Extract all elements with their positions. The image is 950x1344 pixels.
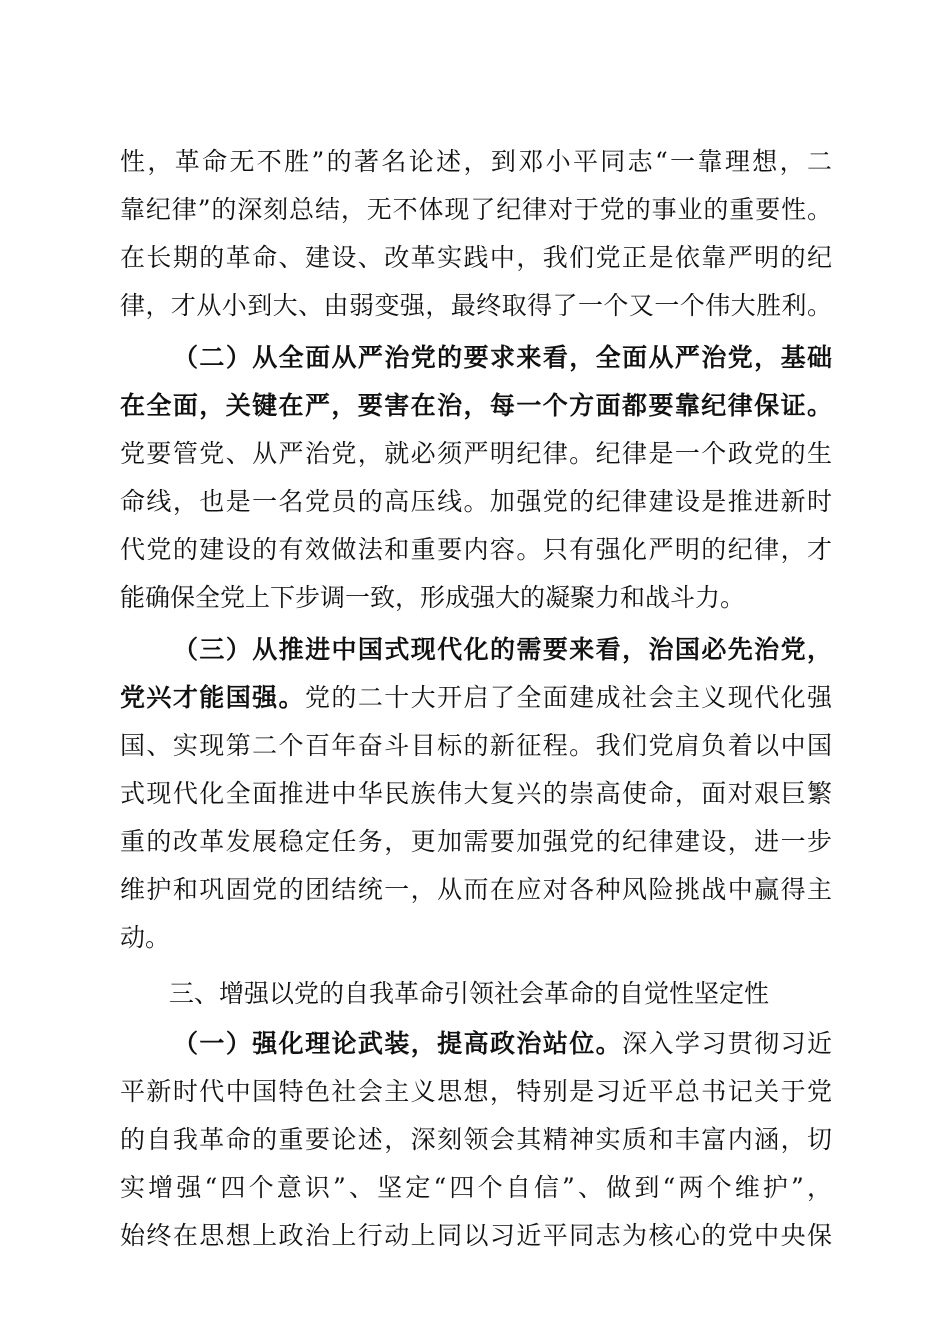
body-text-line: 能确保全党上下步调一致，形成强大的凝聚力和战斗力。 — [120, 583, 746, 612]
body-text-line: 律，才从小到大、由弱变强，最终取得了一个又一个伟大胜利。 — [120, 291, 832, 320]
body-text-line: 维护和巩固党的团结统一，从而在应对各种风险挑战中赢得主 — [120, 875, 832, 904]
body-text-line: 靠纪律”的深刻总结，无不体现了纪律对于党的事业的重要性。 — [120, 195, 832, 224]
body-text-line: 平新时代中国特色社会主义思想，特别是习近平总书记关于党 — [120, 1077, 832, 1106]
body-text-line: 始终在思想上政治上行动上同以习近平同志为核心的党中央保 — [120, 1221, 832, 1250]
bold-lead-text: （一）强化理论武装，提高政治站位。 — [173, 1029, 623, 1058]
subsection-2-heading-line: （二）从全面从严治党的要求来看，全面从严治党，基础 — [173, 343, 832, 372]
body-text-line: 动。 — [120, 923, 171, 952]
body-text-line: 代党的建设的有效做法和重要内容。只有强化严明的纪律，才 — [120, 535, 832, 564]
bold-lead-text: 党兴才能国强。 — [120, 683, 305, 712]
body-text-line: 式现代化全面推进中华民族伟大复兴的崇高使命，面对艰巨繁 — [120, 779, 832, 808]
body-text: 深入学习贯彻习近 — [622, 1029, 832, 1058]
body-text-line: 重的改革发展稳定任务，更加需要加强党的纪律建设，进一步 — [120, 827, 832, 856]
body-text: 党的二十大开启了全面建成社会主义现代化强 — [304, 683, 832, 712]
subsection-3-heading-line: （三）从推进中国式现代化的需要来看，治国必先治党， — [173, 635, 832, 664]
section-3-heading: 三、增强以党的自我革命引领社会革命的自觉性坚定性 — [169, 979, 770, 1008]
subsection-2-heading-line: 在全面，关键在严，要害在治，每一个方面都要靠纪律保证。 — [120, 391, 832, 420]
body-text-line-mixed — [120, 674, 832, 722]
body-text-line: 的自我革命的重要论述，深刻领会其精神实质和丰富内涵，切 — [120, 1125, 832, 1154]
body-text-line: 国、实现第二个百年奋斗目标的新征程。我们党肩负着以中国 — [120, 731, 832, 760]
body-text-line: 实增强“四个意识”、坚定“四个自信”、做到“两个维护”， — [120, 1173, 832, 1202]
body-text-line: 命线，也是一名党员的高压线。加强党的纪律建设是推进新时 — [120, 487, 832, 516]
body-text-line: 党要管党、从严治党，就必须严明纪律。纪律是一个政党的生 — [120, 439, 832, 468]
body-text-line: 性，革命无不胜”的著名论述，到邓小平同志“一靠理想，二 — [120, 147, 832, 176]
body-text-line-mixed — [173, 1020, 832, 1068]
body-text-line: 在长期的革命、建设、改革实践中，我们党正是依靠严明的纪 — [120, 243, 832, 272]
